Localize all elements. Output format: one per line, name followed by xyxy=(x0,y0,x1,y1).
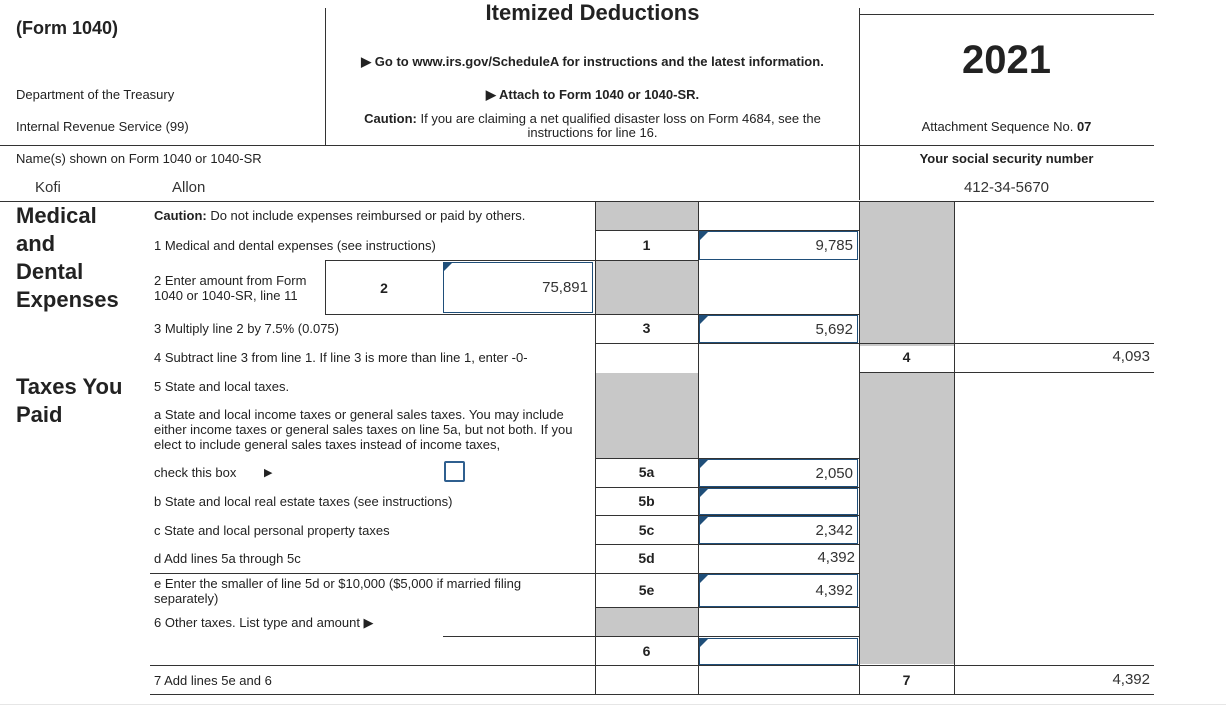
last-name-field[interactable]: Allon xyxy=(172,179,206,196)
line5c-label: c State and local personal property taxes xyxy=(154,523,390,538)
line4-label: 4 Subtract line 3 from line 1. If line 3 is more than line 1, enter -0- xyxy=(154,350,528,365)
irs-label: Internal Revenue Service (99) xyxy=(16,119,189,134)
first-name-field[interactable]: Kofi xyxy=(35,179,61,196)
line5c-amount-input[interactable]: 2,342 xyxy=(699,516,858,544)
medical-section-heading: Medical and Dental Expenses xyxy=(16,203,119,312)
line6-amount-input[interactable] xyxy=(699,638,858,665)
line3-amount-input[interactable]: 5,692 xyxy=(699,315,858,343)
line4-number: 4 xyxy=(859,349,954,371)
line6-number: 6 xyxy=(642,643,651,659)
shaded-cell xyxy=(595,202,698,230)
line5b-amount-input[interactable] xyxy=(699,488,858,515)
line5-label: 5 State and local taxes. xyxy=(154,379,290,394)
line5a-description: a State and local income taxes or general sales taxes. You may include either income taxes or general sales taxes on line 5a, but not both. If you elect to include general sales taxes instead of income taxes, xyxy=(154,407,573,452)
shaded-cell xyxy=(595,261,698,314)
shaded-cell xyxy=(595,373,698,458)
line7-label: 7 Add lines 5e and 6 xyxy=(154,673,272,688)
line4-amount: 4,093 xyxy=(1112,348,1150,365)
line5a-number: 5a xyxy=(638,464,655,480)
form-reference: (Form 1040) xyxy=(16,18,119,38)
ssn-field[interactable]: 412-34-5670 xyxy=(963,179,1050,196)
line1-label: 1 Medical and dental expenses (see instructions) xyxy=(154,238,436,253)
line2-amount-input[interactable]: 75,891 xyxy=(443,262,593,313)
line1-amount-input[interactable]: 9,785 xyxy=(699,231,858,260)
shaded-column-medical xyxy=(859,202,954,346)
attach-instructions: ▶ Attach to Form 1040 or 1040-SR. xyxy=(485,87,700,102)
department-label: Department of the Treasury xyxy=(16,87,175,102)
line6-label: 6 Other taxes. List type and amount ▶ xyxy=(154,615,374,630)
taxes-section-heading: Taxes You Paid xyxy=(16,374,123,427)
goto-instructions: ▶ Go to www.irs.gov/ScheduleA for instructions and the latest information. xyxy=(361,54,824,69)
sales-tax-checkbox[interactable] xyxy=(444,461,465,482)
line7-number: 7 xyxy=(902,672,911,688)
line5d-amount: 4,392 xyxy=(817,549,855,566)
line5b-label: b State and local real estate taxes (see instructions) xyxy=(154,494,453,509)
attachment-sequence: Attachment Sequence No. 07 xyxy=(921,119,1092,134)
arrow-icon: ▶ xyxy=(264,467,273,479)
line5d-number: 5d xyxy=(638,550,655,566)
line3-number: 3 xyxy=(642,320,651,336)
line7-amount: 4,392 xyxy=(1112,671,1150,688)
line5a-check-label: check this box xyxy=(154,465,237,480)
line1-number: 1 xyxy=(642,237,651,253)
line2-number: 2 xyxy=(380,280,388,296)
shaded-cell xyxy=(595,608,698,636)
shaded-column-taxes xyxy=(859,373,954,664)
line5e-number: 5e xyxy=(638,582,655,598)
line5d-label: d Add lines 5a through 5c xyxy=(154,551,301,566)
medical-caution: Caution: Do not include expenses reimbursed or paid by others. xyxy=(154,208,526,223)
header-caution: Caution: If you are claiming a net qualified disaster loss on Form 4684, see the instructions for line 16. xyxy=(364,111,821,140)
line3-label: 3 Multiply line 2 by 7.5% (0.075) xyxy=(154,321,339,336)
tax-year: 2021 xyxy=(962,38,1051,82)
line5b-number: 5b xyxy=(638,493,655,509)
ssn-label: Your social security number xyxy=(919,151,1094,166)
line5e-amount-input[interactable]: 4,392 xyxy=(699,574,858,607)
form-title: Itemized Deductions xyxy=(485,0,700,25)
line5a-amount-input[interactable]: 2,050 xyxy=(699,459,858,487)
line5e-label: e Enter the smaller of line 5d or $10,000 ($5,000 if married filing separately) xyxy=(154,576,522,606)
line2-label: 2 Enter amount from Form 1040 or 1040-SR, line 11 xyxy=(154,273,307,303)
names-label: Name(s) shown on Form 1040 or 1040-SR xyxy=(16,151,262,166)
line5c-number: 5c xyxy=(638,522,655,538)
